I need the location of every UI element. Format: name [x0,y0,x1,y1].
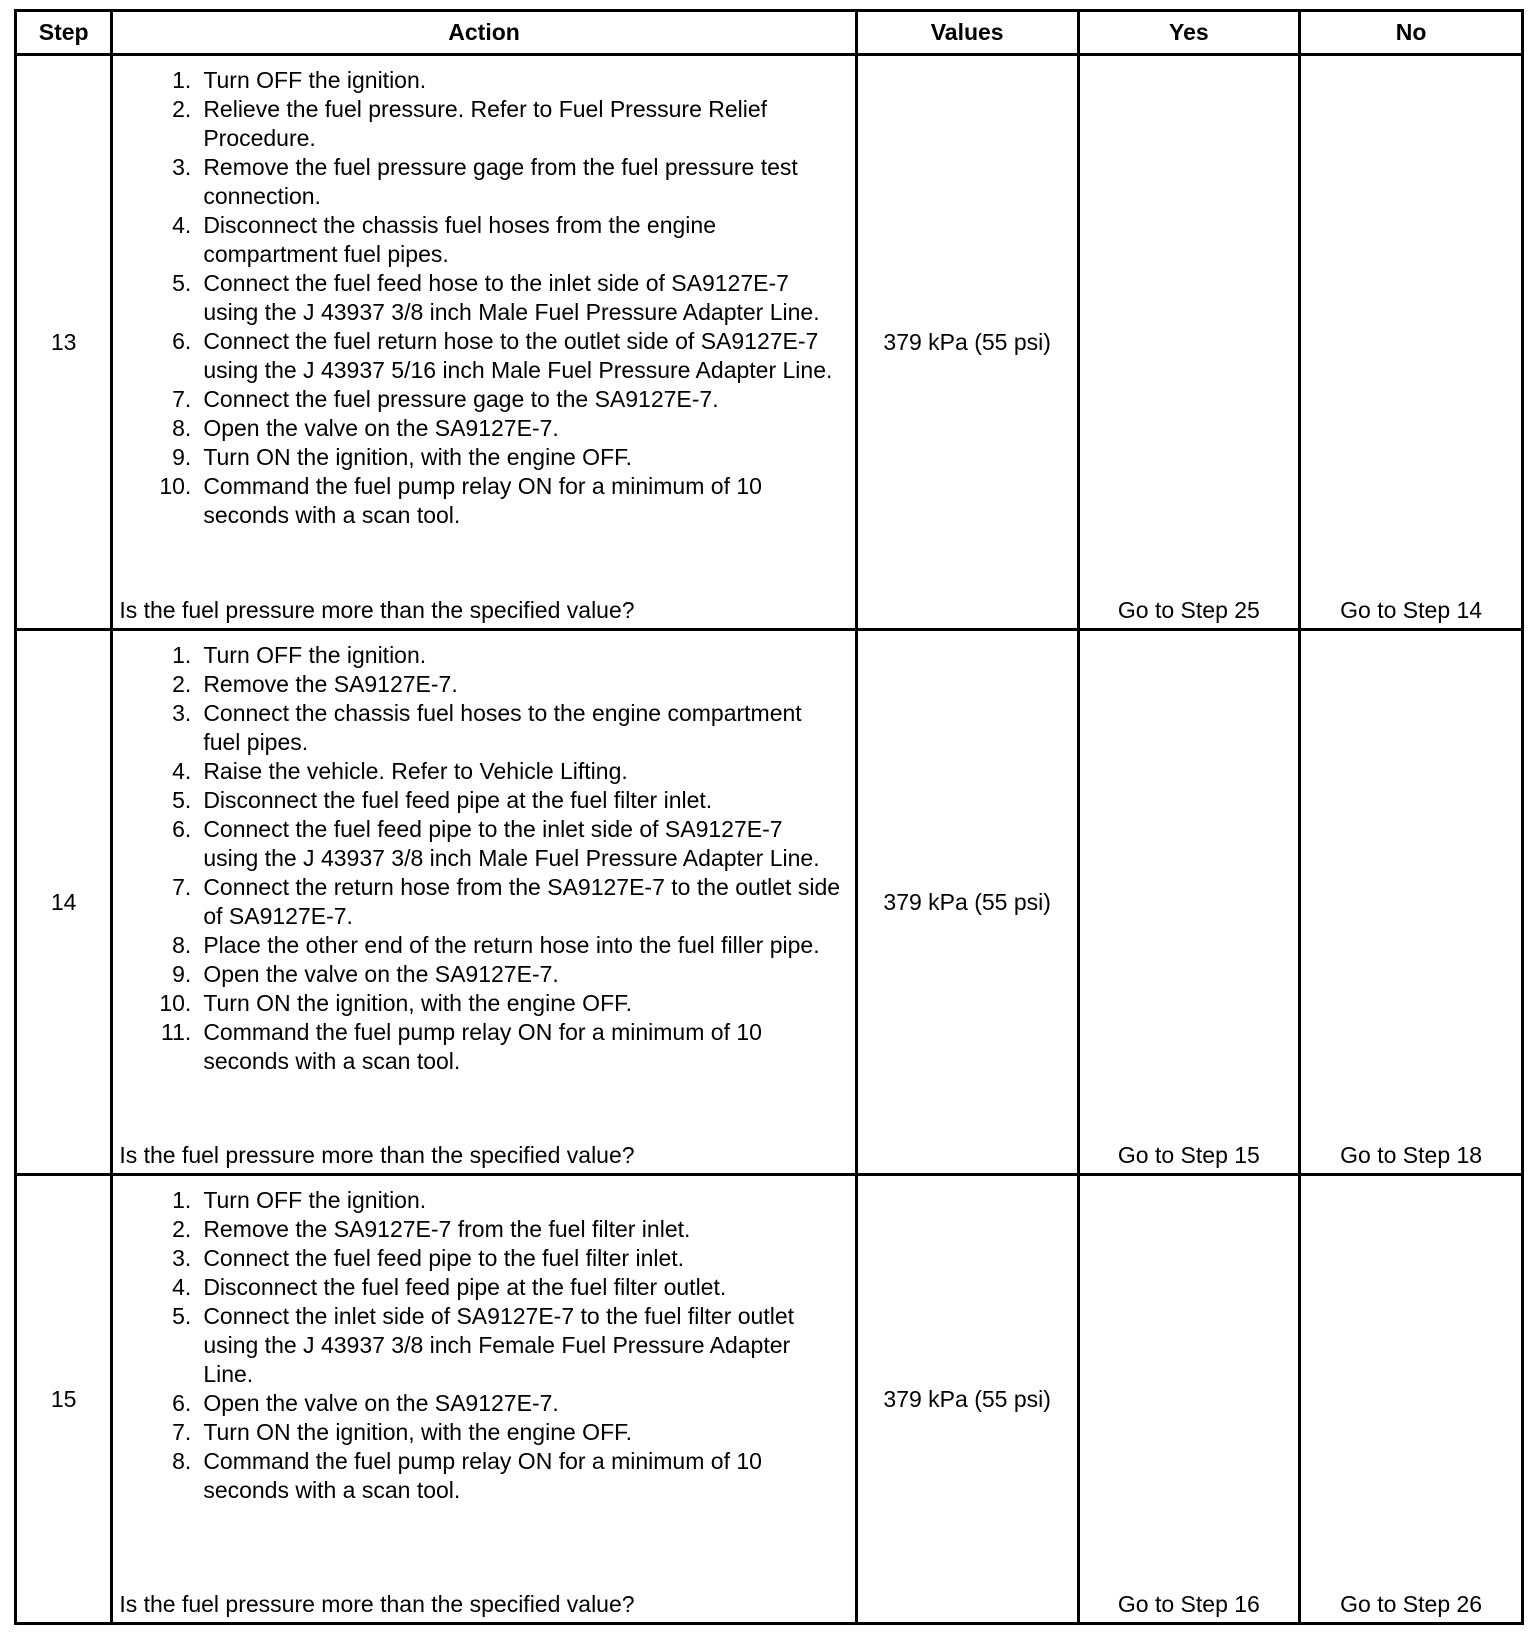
action-question: Is the fuel pressure more than the specified value? [119,1142,635,1168]
action-item: 3. Connect the fuel feed pipe to the fuel filter inlet. [172,1245,685,1271]
action-list [113,1176,854,1505]
action-item: 5. Connect the fuel feed hose to the inlet side of SA9127E-7 using the J 43937 3/8 inch Male Fuel Pressure Adapter Line. [172,270,820,325]
yes-link: Go to Step 16 [1117,1591,1260,1617]
no-cell [1300,1175,1523,1624]
action-item: 10. Turn ON the ignition, with the engine OFF. [159,990,633,1016]
no-cell [1300,630,1523,1175]
action-question: Is the fuel pressure more than the specified value? [119,597,635,623]
yes-cell [1078,55,1300,630]
action-item: 4. Disconnect the fuel feed pipe at the fuel filter outlet. [172,1274,727,1300]
action-item: 9. Turn ON the ignition, with the engine OFF. [172,444,633,470]
yes-cell [1078,630,1300,1175]
action-item: 1. Turn OFF the ignition. [172,67,427,93]
action-item: 7. Connect the fuel pressure gage to the SA9127E-7. [172,386,719,412]
action-item: 4. Raise the vehicle. Refer to Vehicle Lifting. [172,758,628,784]
diagnostic-table [14,9,1524,1625]
action-item: 1. Turn OFF the ignition. [172,642,427,668]
step-number: 14 [16,630,112,1175]
action-item: 4. Disconnect the chassis fuel hoses from the engine compartment fuel pipes. [172,212,716,267]
table-row [16,630,1523,1175]
no-cell [1300,55,1523,630]
header-row [16,11,1523,55]
action-item: 2. Remove the SA9127E-7 from the fuel filter inlet. [172,1216,691,1242]
header-yes: Yes [1078,11,1300,55]
table-row [16,55,1523,630]
header-no: No [1300,11,1523,55]
action-item: 8. Command the fuel pump relay ON for a minimum of 10 seconds with a scan tool. [172,1448,762,1503]
action-item: 1. Turn OFF the ignition. [172,1187,427,1213]
action-item: 2. Remove the SA9127E-7. [172,671,458,697]
action-item: 9. Open the valve on the SA9127E-7. [172,961,559,987]
yes-link: Go to Step 15 [1117,1142,1260,1168]
table-row [16,1175,1523,1624]
action-item: 6. Open the valve on the SA9127E-7. [172,1390,559,1416]
action-item: 8. Place the other end of the return hose into the fuel filler pipe. [172,932,820,958]
action-item: 7. Connect the return hose from the SA9127E-7 to the outlet side of SA9127E-7. [172,874,841,929]
action-item: 6. Connect the fuel feed pipe to the inlet side of SA9127E-7 using the J 43937 3/8 inch Male Fuel Pressure Adapter Line. [172,816,820,871]
action-item: 10. Command the fuel pump relay ON for a minimum of 10 seconds with a scan tool. [159,473,762,528]
header-action: Action [112,11,856,55]
action-item: 2. Relieve the fuel pressure. Refer to Fuel Pressure Relief Procedure. [172,96,768,151]
header-values: Values [856,11,1078,55]
header-step: Step [16,11,112,55]
action-item: 8. Open the valve on the SA9127E-7. [172,415,559,441]
action-cell [112,55,856,630]
yes-link: Go to Step 25 [1117,597,1260,623]
no-link: Go to Step 14 [1340,597,1483,623]
action-question: Is the fuel pressure more than the specified value? [119,1591,635,1617]
action-item: 3. Remove the fuel pressure gage from the fuel pressure test connection. [172,154,798,209]
no-link: Go to Step 18 [1340,1142,1483,1168]
step-number: 15 [16,1175,112,1624]
action-cell [112,630,856,1175]
action-item: 7. Turn ON the ignition, with the engine OFF. [172,1419,633,1445]
action-list [113,631,854,1076]
action-item: 5. Disconnect the fuel feed pipe at the fuel filter inlet. [172,787,713,813]
step-number: 13 [16,55,112,630]
action-cell [112,1175,856,1624]
action-item: 6. Connect the fuel return hose to the outlet side of SA9127E-7 using the J 43937 5/16 inch Male Fuel Pressure Adapter Line. [172,328,833,383]
yes-cell [1078,1175,1300,1624]
action-item: 3. Connect the chassis fuel hoses to the engine compartment fuel pipes. [172,700,802,755]
action-item: 5. Connect the inlet side of SA9127E-7 to the fuel filter outlet using the J 43937 3/8 inch Female Fuel Pressure Adapter Line. [172,1303,795,1387]
value-cell: 379 kPa (55 psi) [856,1175,1078,1624]
value-cell: 379 kPa (55 psi) [856,55,1078,630]
no-link: Go to Step 26 [1340,1591,1483,1617]
action-item: 11. Command the fuel pump relay ON for a minimum of 10 seconds with a scan tool. [161,1019,762,1074]
value-cell: 379 kPa (55 psi) [856,630,1078,1175]
action-list [113,56,854,530]
